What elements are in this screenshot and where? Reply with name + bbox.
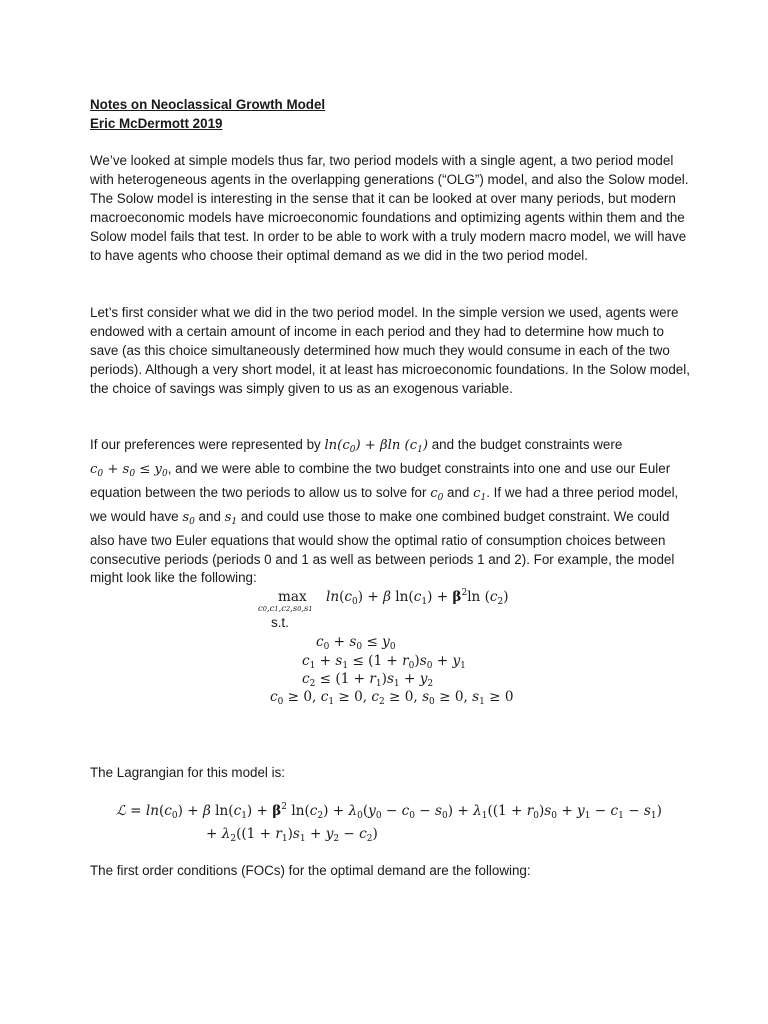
paragraph-two-period: Let’s first consider what we did in the two period model. In the simple version we used, agents were endowed with a certain amount of income in each period and they had to determine how much to save (as this choice simultaneously determined how much they would consume in each of the two periods). Although a very short model, it at least has microeconomic foundations. In the Solow model, the choice of savings was simply given to us as an exogenous variable.: [90, 305, 690, 396]
lagrangian-line-2: + $\lambda_2((1 + r_1)s_1 + y_2 - c_2)$: [206, 826, 378, 844]
paragraph-foc-intro: The first order conditions (FOCs) for the optimal demand are the following:: [90, 863, 531, 878]
objective-function: $\ln(c_0) + \beta$ $\ln(c_1) + \beta^2\ln$ $(c_2)$: [326, 588, 509, 607]
budget-constraint-inline: $c_0 + s_0 \le y_0$: [90, 461, 168, 479]
max-subscript: c0,c1,c2,s0,s1: [258, 604, 313, 614]
paragraph-lagrangian-intro: The Lagrangian for this model is:: [90, 765, 286, 780]
document-author: Eric McDermott 2019: [90, 116, 223, 131]
constraint-period-2: $c_2 \le (1 + r_1)s_1 + y_2$: [302, 671, 434, 689]
utility-expression: $\ln(c_0) + \beta\ln$ $(c_1)$: [324, 438, 428, 455]
lagrangian-line-1: ℒ = $\ln(c_0) + \beta$ $\ln(c_1) + \beta^2$ $\ln(c_2) + \lambda_0(y_0 - c_0 - s_0) + \lambda_1((1 + r_0)s_0 + y_1 - c_1 - s_1)$: [116, 802, 662, 821]
document-title: Notes on Neoclassical Growth Model: [90, 97, 326, 112]
constraint-period-1: $c_1 + s_1 \le (1 + r_0)s_0 + y_1$: [302, 653, 466, 671]
paragraph-intro: We’ve looked at simple models thus far, two period models with a single agent, a two period model with heterogeneous agents in the overlapping generations (“OLG”) model, and also the Solow model. The Solow model is interesting in the sense that it can be looked at over many periods, but modern macroeconomic models have microeconomic foundations and optimizing agents within them and the Solow model fails that test. In order to be able to work with a truly modern macro model, we will have to have agents who choose their optimal demand as we did in the two period model.: [90, 153, 689, 263]
constraint-period-0: $c_0 + s_0 \le y_0$: [316, 634, 396, 652]
paragraph-preferences: If our preferences were represented by $\ln(c_0) + \beta\ln$ $(c_1)$ and the budget constraints were $c_0 + s_0 \le y_0$, and we were able to combine the two budget constraints into one and use our Euler equation between the two periods to allow us to solve for $c_0$ and $c_1$. If we had a three period model, we would have $s_0$ and $s_1$ and could use those to make one combined budget constraint. We could also have two Euler equations that would show the optimal ratio of consumption choices between consecutive periods (periods 0 and 1 as well as between periods 1 and 2). For example, the model might look like the following:: [90, 437, 679, 586]
nonnegativity-constraints: $c_0 \ge 0$, $c_1 \ge 0$, $c_2 \ge 0$, $s_0 \ge 0$, $s_1 \ge 0$: [270, 689, 514, 707]
max-operator: max: [278, 589, 307, 605]
subject-to-label: s.t.: [271, 615, 289, 630]
